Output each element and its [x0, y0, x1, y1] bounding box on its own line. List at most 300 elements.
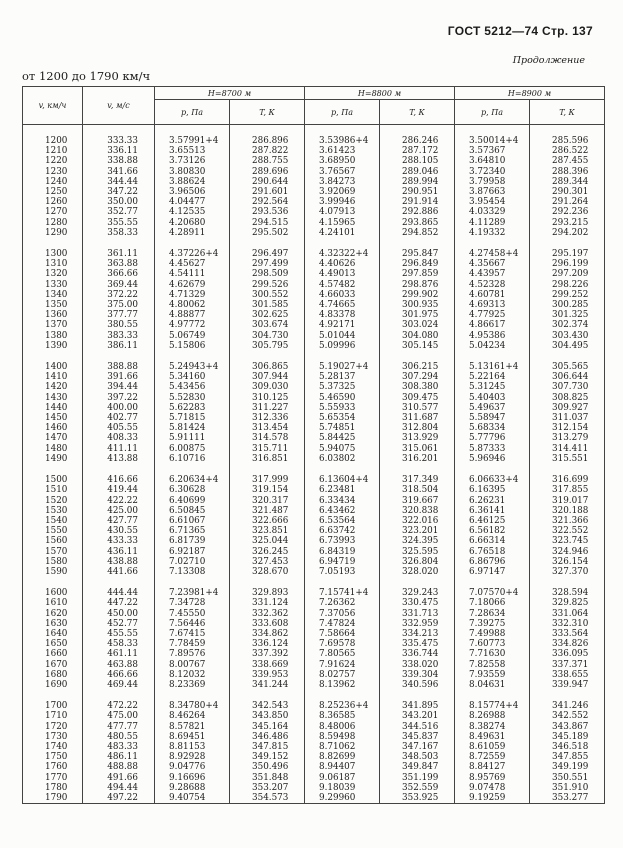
- temperature-8800-cell: 330.475: [380, 598, 455, 608]
- table-row: [23, 680, 605, 690]
- pressure-8800-cell: 6.73993: [305, 536, 380, 546]
- temperature-8700-cell: 288.755: [230, 156, 305, 166]
- spacer-cell: [380, 690, 455, 701]
- temperature-8900-cell: 347.855: [530, 752, 605, 762]
- temperature-8800-cell: 317.349: [380, 475, 455, 485]
- temperature-8700-cell: 321.487: [230, 506, 305, 516]
- pressure-8700-cell: 8.81153: [155, 742, 230, 752]
- temperature-8700-cell: 349.152: [230, 752, 305, 762]
- temperature-8800-cell: 298.876: [380, 280, 455, 290]
- speed-ms-cell: 338.88: [83, 156, 155, 166]
- speed-kmh-cell: 1280: [23, 218, 83, 228]
- temperature-8900-cell: 304.495: [530, 341, 605, 351]
- pressure-8800-cell: 7.91624: [305, 660, 380, 670]
- speed-ms-cell: 413.88: [83, 454, 155, 464]
- pressure-8900-cell: 4.11289: [455, 218, 530, 228]
- pressure-8900-cell: 3.95454: [455, 197, 530, 207]
- temperature-8900-cell: 353.277: [530, 793, 605, 804]
- pressure-8800-cell: 5.55933: [305, 403, 380, 413]
- spacer-cell: [155, 464, 230, 475]
- speed-ms-cell: 352.77: [83, 207, 155, 217]
- speed-kmh-cell: 1550: [23, 526, 83, 536]
- temperature-8700-cell: 291.601: [230, 187, 305, 197]
- temperature-8900-cell: 300.285: [530, 300, 605, 310]
- speed-kmh-cell: 1660: [23, 649, 83, 659]
- speed-ms-cell: 388.88: [83, 362, 155, 372]
- temperature-8800-cell: 291.914: [380, 197, 455, 207]
- pressure-8900-cell: 3.64810: [455, 156, 530, 166]
- speed-ms-cell: 347.22: [83, 187, 155, 197]
- pressure-8900-cell: 4.19332: [455, 228, 530, 238]
- pressure-8900-cell: 7.60773: [455, 639, 530, 649]
- temperature-8900-cell: 324.946: [530, 547, 605, 557]
- pressure-8900-cell: 7.82558: [455, 660, 530, 670]
- temperature-8900-cell: 307.730: [530, 382, 605, 392]
- pressure-8900-cell: 7.49988: [455, 629, 530, 639]
- temperature-8700-cell: 304.730: [230, 331, 305, 341]
- spacer-cell: [455, 577, 530, 588]
- pressure-8900-cell: 6.36141: [455, 506, 530, 516]
- table-row: [23, 403, 605, 413]
- pressure-8900-cell: 6.66314: [455, 536, 530, 546]
- pressure-8700-cell: 3.88624: [155, 177, 230, 187]
- table-row: [23, 218, 605, 228]
- temperature-8800-cell: 304.080: [380, 331, 455, 341]
- continuation-label: Продолжение: [512, 55, 585, 66]
- table-row: [23, 290, 605, 300]
- speed-ms-cell: 433.33: [83, 536, 155, 546]
- speed-kmh-cell: 1460: [23, 423, 83, 433]
- speed-ms-cell: 391.66: [83, 372, 155, 382]
- pressure-8900-cell: 4.03329: [455, 207, 530, 217]
- speed-kmh-cell: 1730: [23, 732, 83, 742]
- spacer-cell: [23, 125, 83, 137]
- temperature-8700-cell: 323.851: [230, 526, 305, 536]
- pressure-8700-cell: 6.40699: [155, 496, 230, 506]
- pressure-8900-cell: 8.04631: [455, 680, 530, 690]
- pressure-8700-cell: 8.57821: [155, 722, 230, 732]
- spacer-cell: [455, 125, 530, 137]
- pressure-8800-cell: 9.29960: [305, 793, 380, 804]
- speed-ms-cell: 450.00: [83, 609, 155, 619]
- temperature-8900-cell: 303.430: [530, 331, 605, 341]
- table-row: [23, 711, 605, 721]
- spacer-cell: [83, 238, 155, 249]
- pressure-8800-cell: 7.58664: [305, 629, 380, 639]
- temperature-8900-cell: 317.855: [530, 485, 605, 495]
- table-row: [23, 362, 605, 372]
- speed-ms-cell: 472.22: [83, 701, 155, 711]
- pressure-8800-cell: 7.26362: [305, 598, 380, 608]
- pressure-8900-cell: 5.49637: [455, 403, 530, 413]
- speed-ms-cell: 430.55: [83, 526, 155, 536]
- pressure-8800-cell: 6.84319: [305, 547, 380, 557]
- temperature-8700-cell: 289.696: [230, 167, 305, 177]
- temperature-8900-cell: 286.522: [530, 146, 605, 156]
- pressure-8700-cell: 4.54111: [155, 269, 230, 279]
- pressure-8700-cell: 3.80830: [155, 167, 230, 177]
- pressure-8700-cell: 8.46264: [155, 711, 230, 721]
- temperature-8800-cell: 338.020: [380, 660, 455, 670]
- table-row: [23, 382, 605, 392]
- speed-ms-cell: 402.77: [83, 413, 155, 423]
- pressure-8900-cell: 3.72340: [455, 167, 530, 177]
- speed-kmh-cell: 1650: [23, 639, 83, 649]
- table-row: [23, 496, 605, 506]
- pressure-8900-cell: 5.13161+4: [455, 362, 530, 372]
- temperature-8700-cell: 341.244: [230, 680, 305, 690]
- temperature-8800-cell: 306.215: [380, 362, 455, 372]
- pressure-8900-cell: 4.95386: [455, 331, 530, 341]
- temperature-8800-cell: 308.380: [380, 382, 455, 392]
- temperature-8700-cell: 313.454: [230, 423, 305, 433]
- pressure-8700-cell: 5.24943+4: [155, 362, 230, 372]
- temperature-8800-cell: 296.849: [380, 259, 455, 269]
- pressure-8700-cell: 8.92928: [155, 752, 230, 762]
- pressure-8900-cell: 4.27458+4: [455, 249, 530, 259]
- pressure-8900-cell: 5.22164: [455, 372, 530, 382]
- pressure-8900-cell: 9.07478: [455, 783, 530, 793]
- pressure-8700-cell: 5.34160: [155, 372, 230, 382]
- pressure-8800-cell: 5.09996: [305, 341, 380, 351]
- speed-ms-cell: 475.00: [83, 711, 155, 721]
- temperature-8800-cell: 289.994: [380, 177, 455, 187]
- pressure-8900-cell: 8.15774+4: [455, 701, 530, 711]
- temperature-8900-cell: 327.370: [530, 567, 605, 577]
- speed-kmh-cell: 1790: [23, 793, 83, 804]
- pressure-8700-cell: 8.12032: [155, 670, 230, 680]
- temperature-8900-cell: 345.189: [530, 732, 605, 742]
- temperature-8900-cell: 338.655: [530, 670, 605, 680]
- temperature-8800-cell: 303.024: [380, 320, 455, 330]
- pressure-8900-cell: 5.40403: [455, 393, 530, 403]
- table-row: [23, 259, 605, 269]
- speed-ms-cell: 355.55: [83, 218, 155, 228]
- pressure-8800-cell: 9.06187: [305, 773, 380, 783]
- speed-ms-cell: 341.66: [83, 167, 155, 177]
- pressure-8700-cell: 6.92187: [155, 547, 230, 557]
- speed-ms-cell: 480.55: [83, 732, 155, 742]
- temperature-8900-cell: 305.565: [530, 362, 605, 372]
- spacer-cell: [83, 351, 155, 362]
- speed-ms-cell: 438.88: [83, 557, 155, 567]
- pressure-8800-cell: 8.36585: [305, 711, 380, 721]
- temperature-8900-cell: 311.037: [530, 413, 605, 423]
- temperature-8700-cell: 297.499: [230, 259, 305, 269]
- pressure-8800-cell: 7.80565: [305, 649, 380, 659]
- pressure-8700-cell: 3.65513: [155, 146, 230, 156]
- spacer-cell: [230, 238, 305, 249]
- spacer-cell: [380, 238, 455, 249]
- pressure-8700-cell: 6.71365: [155, 526, 230, 536]
- pressure-8800-cell: 4.74665: [305, 300, 380, 310]
- speed-ms-cell: 394.44: [83, 382, 155, 392]
- speed-ms-cell: 383.33: [83, 331, 155, 341]
- table-row: [23, 393, 605, 403]
- pressure-8800-cell: 6.43462: [305, 506, 380, 516]
- speed-ms-cell: 477.77: [83, 722, 155, 732]
- pressure-8900-cell: 5.31245: [455, 382, 530, 392]
- pressure-8900-cell: 8.95769: [455, 773, 530, 783]
- pressure-8800-cell: 6.94719: [305, 557, 380, 567]
- pressure-8900-cell: 4.35667: [455, 259, 530, 269]
- temperature-8700-cell: 351.848: [230, 773, 305, 783]
- spacer-cell: [530, 690, 605, 701]
- table-row: [23, 742, 605, 752]
- temperature-8800-cell: 325.595: [380, 547, 455, 557]
- pressure-8900-cell: 7.39275: [455, 619, 530, 629]
- speed-kmh-cell: 1350: [23, 300, 83, 310]
- temperature-8900-cell: 295.197: [530, 249, 605, 259]
- pressure-8700-cell: 9.16696: [155, 773, 230, 783]
- temperature-8800-cell: 311.687: [380, 413, 455, 423]
- pressure-8700-cell: 9.28688: [155, 783, 230, 793]
- spacer-cell: [530, 577, 605, 588]
- pressure-8800-cell: 8.71062: [305, 742, 380, 752]
- pressure-8700-cell: 7.02710: [155, 557, 230, 567]
- pressure-8900-cell: 9.19259: [455, 793, 530, 804]
- temperature-8900-cell: 321.366: [530, 516, 605, 526]
- speed-kmh-cell: 1780: [23, 783, 83, 793]
- temperature-8900-cell: 341.246: [530, 701, 605, 711]
- speed-kmh-cell: 1770: [23, 773, 83, 783]
- pressure-8700-cell: 3.57991+4: [155, 136, 230, 146]
- pressure-8700-cell: 6.30628: [155, 485, 230, 495]
- temperature-8800-cell: 320.838: [380, 506, 455, 516]
- speed-ms-cell: 386.11: [83, 341, 155, 351]
- pressure-8800-cell: 5.37325: [305, 382, 380, 392]
- spacer-cell: [380, 464, 455, 475]
- temperature-8900-cell: 298.226: [530, 280, 605, 290]
- header-group-8700: H=8700 м: [155, 87, 305, 100]
- temperature-8900-cell: 291.264: [530, 197, 605, 207]
- temperature-8900-cell: 313.279: [530, 433, 605, 443]
- table-row: [23, 146, 605, 156]
- temperature-8900-cell: 329.825: [530, 598, 605, 608]
- table-row: [23, 526, 605, 536]
- temperature-8700-cell: 353.207: [230, 783, 305, 793]
- pressure-8900-cell: 6.56182: [455, 526, 530, 536]
- speed-ms-cell: 411.11: [83, 444, 155, 454]
- speed-kmh-cell: 1250: [23, 187, 83, 197]
- speed-kmh-cell: 1360: [23, 310, 83, 320]
- temperature-8900-cell: 297.209: [530, 269, 605, 279]
- temperature-8900-cell: 292.236: [530, 207, 605, 217]
- spacer-cell: [455, 690, 530, 701]
- pressure-8800-cell: 4.92171: [305, 320, 380, 330]
- table-row: [23, 619, 605, 629]
- speed-kmh-cell: 1470: [23, 433, 83, 443]
- spacer-cell: [305, 351, 380, 362]
- speed-kmh-cell: 1690: [23, 680, 83, 690]
- table-row: [23, 670, 605, 680]
- speed-kmh-cell: 1230: [23, 167, 83, 177]
- temperature-8700-cell: 309.030: [230, 382, 305, 392]
- pressure-8900-cell: 7.07570+4: [455, 588, 530, 598]
- table-row: [23, 197, 605, 207]
- temperature-8800-cell: 318.504: [380, 485, 455, 495]
- table-row: [23, 228, 605, 238]
- pressure-8800-cell: 8.82699: [305, 752, 380, 762]
- temperature-8700-cell: 332.362: [230, 609, 305, 619]
- speed-ms-cell: 422.22: [83, 496, 155, 506]
- temperature-8800-cell: 344.516: [380, 722, 455, 732]
- temperature-8700-cell: 301.585: [230, 300, 305, 310]
- temperature-8700-cell: 300.552: [230, 290, 305, 300]
- pressure-8800-cell: 4.66033: [305, 290, 380, 300]
- pressure-8900-cell: 7.93559: [455, 670, 530, 680]
- speed-kmh-cell: 1540: [23, 516, 83, 526]
- temperature-8900-cell: 339.947: [530, 680, 605, 690]
- temperature-8900-cell: 309.927: [530, 403, 605, 413]
- temperature-8800-cell: 329.243: [380, 588, 455, 598]
- temperature-8800-cell: 300.935: [380, 300, 455, 310]
- temperature-8700-cell: 287.822: [230, 146, 305, 156]
- header-temperature-8800: T, К: [380, 100, 455, 125]
- table-row: [23, 187, 605, 197]
- speed-kmh-cell: 1640: [23, 629, 83, 639]
- speed-ms-cell: 361.11: [83, 249, 155, 259]
- temperature-8800-cell: 353.925: [380, 793, 455, 804]
- pressure-8800-cell: 5.65354: [305, 413, 380, 423]
- temperature-8700-cell: 354.573: [230, 793, 305, 804]
- pressure-8700-cell: 7.23981+4: [155, 588, 230, 598]
- temperature-8700-cell: 346.486: [230, 732, 305, 742]
- speed-ms-cell: 436.11: [83, 547, 155, 557]
- temperature-8900-cell: 308.825: [530, 393, 605, 403]
- pressure-8700-cell: 4.62679: [155, 280, 230, 290]
- speed-kmh-cell: 1300: [23, 249, 83, 259]
- pressure-8900-cell: 8.84127: [455, 762, 530, 772]
- pressure-8800-cell: 5.84425: [305, 433, 380, 443]
- pressure-8700-cell: 4.45627: [155, 259, 230, 269]
- speed-kmh-cell: 1620: [23, 609, 83, 619]
- temperature-8800-cell: 297.859: [380, 269, 455, 279]
- speed-ms-cell: 447.22: [83, 598, 155, 608]
- header-temperature-8700: T, К: [230, 100, 305, 125]
- speed-kmh-cell: 1510: [23, 485, 83, 495]
- pressure-8900-cell: 5.68334: [455, 423, 530, 433]
- speed-ms-cell: 458.33: [83, 639, 155, 649]
- speed-ms-cell: 469.44: [83, 680, 155, 690]
- temperature-8900-cell: 299.252: [530, 290, 605, 300]
- temperature-8800-cell: 289.046: [380, 167, 455, 177]
- pressure-8900-cell: 5.04234: [455, 341, 530, 351]
- speed-ms-cell: 336.11: [83, 146, 155, 156]
- pressure-8900-cell: 8.49631: [455, 732, 530, 742]
- atmosphere-table: [22, 86, 605, 804]
- pressure-8900-cell: 8.61059: [455, 742, 530, 752]
- speed-kmh-cell: 1580: [23, 557, 83, 567]
- temperature-8800-cell: 345.837: [380, 732, 455, 742]
- speed-kmh-cell: 1500: [23, 475, 83, 485]
- pressure-8900-cell: 7.28634: [455, 609, 530, 619]
- spacer-cell: [83, 125, 155, 137]
- temperature-8700-cell: 305.795: [230, 341, 305, 351]
- speed-kmh-cell: 1420: [23, 382, 83, 392]
- table-row: [23, 156, 605, 166]
- table-row: [23, 269, 605, 279]
- temperature-8900-cell: 293.215: [530, 218, 605, 228]
- pressure-8900-cell: 6.46125: [455, 516, 530, 526]
- pressure-8700-cell: 6.20634+4: [155, 475, 230, 485]
- temperature-8700-cell: 327.453: [230, 557, 305, 567]
- pressure-8800-cell: 3.53986+4: [305, 136, 380, 146]
- temperature-8900-cell: 301.325: [530, 310, 605, 320]
- pressure-8800-cell: 6.33434: [305, 496, 380, 506]
- spacer-cell: [455, 238, 530, 249]
- table-row: [23, 413, 605, 423]
- temperature-8800-cell: 340.596: [380, 680, 455, 690]
- pressure-8800-cell: 8.02757: [305, 670, 380, 680]
- spacer-cell: [530, 351, 605, 362]
- spacer-cell: [530, 125, 605, 137]
- speed-kmh-cell: 1700: [23, 701, 83, 711]
- temperature-8900-cell: 285.596: [530, 136, 605, 146]
- speed-kmh-cell: 1240: [23, 177, 83, 187]
- speed-ms-cell: 372.22: [83, 290, 155, 300]
- pressure-8800-cell: 3.84273: [305, 177, 380, 187]
- speed-ms-cell: 463.88: [83, 660, 155, 670]
- speed-ms-cell: 416.66: [83, 475, 155, 485]
- temperature-8700-cell: 337.392: [230, 649, 305, 659]
- speed-kmh-cell: 1520: [23, 496, 83, 506]
- spacer-cell: [530, 238, 605, 249]
- temperature-8800-cell: 315.061: [380, 444, 455, 454]
- temperature-8900-cell: 319.017: [530, 496, 605, 506]
- temperature-8800-cell: 292.886: [380, 207, 455, 217]
- temperature-8700-cell: 299.526: [230, 280, 305, 290]
- temperature-8900-cell: 333.564: [530, 629, 605, 639]
- temperature-8700-cell: 296.497: [230, 249, 305, 259]
- temperature-8800-cell: 293.865: [380, 218, 455, 228]
- speed-kmh-cell: 1490: [23, 454, 83, 464]
- temperature-8700-cell: 290.644: [230, 177, 305, 187]
- pressure-8700-cell: 4.71329: [155, 290, 230, 300]
- speed-kmh-cell: 1440: [23, 403, 83, 413]
- pressure-8700-cell: 4.20680: [155, 218, 230, 228]
- temperature-8800-cell: 334.213: [380, 629, 455, 639]
- temperature-8800-cell: 323.201: [380, 526, 455, 536]
- spacer-cell: [380, 351, 455, 362]
- table-row: [23, 136, 605, 146]
- spacer-cell: [305, 577, 380, 588]
- pressure-8800-cell: 4.57482: [305, 280, 380, 290]
- temperature-8700-cell: 345.164: [230, 722, 305, 732]
- pressure-8700-cell: 6.81739: [155, 536, 230, 546]
- temperature-8700-cell: 347.815: [230, 742, 305, 752]
- pressure-8700-cell: 5.71815: [155, 413, 230, 423]
- pressure-8900-cell: 4.52328: [455, 280, 530, 290]
- speed-ms-cell: 441.66: [83, 567, 155, 577]
- spacer-cell: [23, 351, 83, 362]
- speed-ms-cell: 488.88: [83, 762, 155, 772]
- speed-ms-cell: 397.22: [83, 393, 155, 403]
- speed-kmh-cell: 1200: [23, 136, 83, 146]
- temperature-8700-cell: 342.543: [230, 701, 305, 711]
- temperature-8800-cell: 319.667: [380, 496, 455, 506]
- table-row: [23, 249, 605, 259]
- temperature-8800-cell: 343.201: [380, 711, 455, 721]
- speed-kmh-cell: 1570: [23, 547, 83, 557]
- temperature-8900-cell: 350.551: [530, 773, 605, 783]
- pressure-8700-cell: 3.73126: [155, 156, 230, 166]
- table-row: [23, 331, 605, 341]
- temperature-8800-cell: 305.145: [380, 341, 455, 351]
- table-row: [23, 732, 605, 742]
- pressure-8800-cell: 4.49013: [305, 269, 380, 279]
- speed-ms-cell: 369.44: [83, 280, 155, 290]
